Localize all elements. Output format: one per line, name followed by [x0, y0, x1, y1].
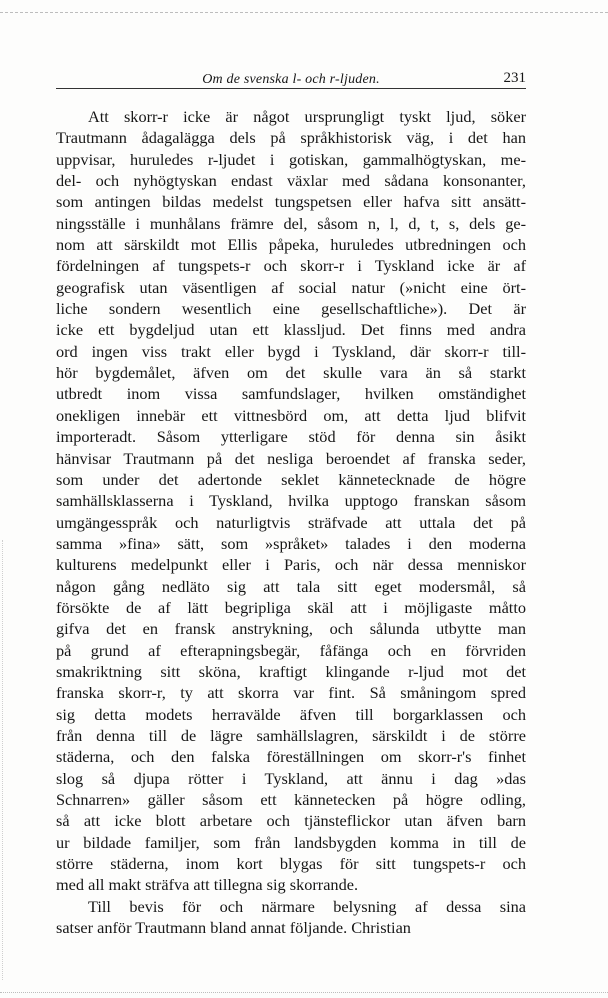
paragraph — [56, 896, 526, 939]
text-line: uppvisar, huruledes r-ljudet i gotiskan, gammalhögtyskan, me- — [56, 149, 526, 169]
text-line: ur bildade familjer, som från landsbygden komma in till de — [56, 832, 526, 852]
text-line: samma »fina» sätt, som »språket» talades i den moderna — [56, 533, 526, 553]
paragraph — [56, 106, 526, 896]
scan-top-edge — [0, 12, 608, 13]
text-line: med all makt sträfva att tillegna sig skorrande. — [56, 875, 359, 895]
text-line: onekligen innebär ett vittnesbörd om, att detta ljud blifvit — [56, 405, 526, 425]
text-line: fördelningen af tungspets-r och skorr-r i Tyskland icke är af — [56, 256, 526, 276]
text-line: som under det adertonde seklet kännetecknade de högre — [56, 469, 526, 489]
text-line: ord ingen viss trakt eller bygd i Tyskland, där skorr-r till- — [56, 341, 526, 361]
running-title: Om de svenska l- och r-ljuden. — [202, 72, 380, 87]
page-number: 231 — [503, 70, 526, 86]
text-line: importeradt. Såsom ytterligare stöd för denna sin åsikt — [56, 427, 526, 447]
text-line: smakriktning sitt sköna, kraftigt klingande r-ljud mot det — [56, 661, 526, 681]
text-line: kulturens medelpunkt eller i Paris, och när dessa menniskor — [56, 555, 526, 575]
text-line: umgängesspråk och naturligtvis sträfvade att uttala det på — [56, 512, 526, 532]
text-line: någon gång nedläto sig att tala sitt eget modersmål, så — [56, 576, 526, 596]
text-line: hör bygdemålet, äfven om det skulle vara än så starkt — [56, 363, 526, 383]
scan-bottom-edge — [0, 992, 608, 993]
text-line: ningsställe i munhålans främre del, såsom n, l, d, t, s, dels ge- — [56, 213, 526, 233]
text-line: gifva det en fransk anstrykning, och sålunda utbytte man — [56, 619, 526, 639]
scan-left-edge — [2, 540, 3, 980]
text-line: franska skorr-r, ty att skorra var fint. Så småningom spred — [56, 683, 526, 703]
page-header — [56, 66, 526, 89]
text-line: Till bevis för och närmare belysning af dessa sina — [88, 896, 526, 916]
text-line: på grund af efterapningsbegär, fåfänga och en förvriden — [56, 640, 526, 660]
text-line: utbredt inom vissa samfundslager, hvilken omständighet — [56, 384, 526, 404]
text-line: del- och nyhögtyskan endast växlar med sådana konsonanter, — [56, 171, 526, 191]
text-line: sig detta modets herravälde äfven till borgarklassen och — [56, 704, 526, 724]
text-line: satser anför Trautmann bland annat följande. Christian — [56, 918, 411, 938]
body-text — [56, 106, 526, 938]
text-line: liche sondern wesentlich eine gesellschaftliche»). Det är — [56, 299, 526, 319]
text-line: samhällsklasserna i Tyskland, hvilka upptogo franskan såsom — [56, 491, 526, 511]
text-line: nom att särskildt mot Ellis påpeka, huruledes utbredningen och — [56, 235, 526, 255]
text-line: Att skorr-r icke är något ursprungligt tyskt ljud, söker — [88, 107, 526, 126]
text-line: geografisk utan väsentligen af social natur (»nicht eine ört- — [56, 277, 526, 297]
text-line: från denna till de lägre samhällslagren, särskildt i de större — [56, 725, 526, 745]
text-line: så att icke blott arbetare och tjänsteflickor utan äfven barn — [56, 811, 526, 831]
text-line: hänvisar Trautmann på det nesliga beroendet af franska seder, — [56, 448, 526, 468]
text-line: icke ett bygdeljud utan ett klassljud. Det finns med andra — [56, 320, 526, 340]
text-line: som antingen bildas medelst tungspetsen eller hafva sitt ansätt- — [56, 192, 526, 212]
text-line: slog så djupa rötter i Tyskland, att ännu i dag »das — [56, 768, 526, 788]
text-line: Trautmann ådagalägga dels på språkhistorisk väg, i det han — [56, 128, 526, 148]
text-line: Schnarren» gäller såsom ett kännetecken på högre odling, — [56, 790, 526, 809]
text-line: större städerna, inom kort blygas för sitt tungspets-r och — [56, 854, 526, 874]
text-line: städerna, och den falska föreställningen om skorr-r's finhet — [56, 747, 526, 767]
text-line: försökte de af lätt begripliga skäl att i möjligaste måtto — [56, 597, 526, 617]
